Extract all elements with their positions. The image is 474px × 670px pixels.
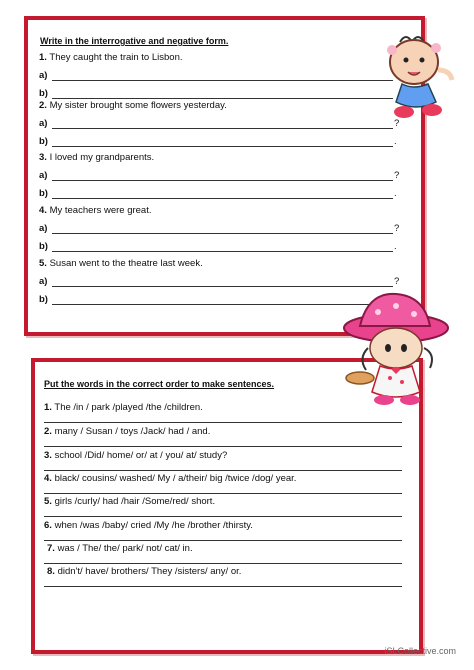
question-text: black/ cousins/ washed/ My / a/their/ big /twice /dog/ year.	[54, 473, 297, 484]
section2-question	[44, 520, 253, 532]
question-number: 8.	[47, 566, 55, 577]
cartoon-girl-illustration	[380, 30, 460, 122]
answer-line-b[interactable]	[52, 198, 393, 199]
answer-line[interactable]	[44, 563, 402, 564]
answer-line[interactable]	[44, 446, 402, 447]
exercise-panel-1	[24, 16, 425, 336]
question-number: 2.	[44, 426, 52, 437]
section1-question	[39, 258, 203, 270]
question-text: My teachers were great.	[49, 205, 152, 216]
section2-question	[47, 566, 241, 578]
answer-line-b[interactable]	[52, 98, 393, 99]
question-text: girls /curly/ had /hair /Some/red/ short.	[54, 496, 216, 507]
answer-end-punctuation: .	[394, 136, 397, 147]
answer-line-a[interactable]	[52, 286, 393, 287]
answer-line[interactable]	[44, 540, 402, 541]
answer-label-b: b)	[39, 136, 48, 147]
answer-line-a[interactable]	[52, 128, 393, 129]
answer-label-a: a)	[39, 223, 48, 234]
question-number: 4.	[44, 473, 52, 484]
question-number: 3.	[39, 152, 47, 163]
answer-line[interactable]	[44, 516, 402, 517]
answer-end-punctuation: ?	[394, 170, 400, 181]
answer-line-b[interactable]	[52, 251, 393, 252]
question-text: many / Susan / toys /Jack/ had / and.	[54, 426, 211, 437]
question-number: 4.	[39, 205, 47, 216]
answer-label-a: a)	[39, 170, 48, 181]
section2-question	[44, 426, 210, 438]
question-number: 1.	[44, 402, 52, 413]
answer-line-a[interactable]	[52, 180, 393, 181]
answer-line-b[interactable]	[52, 146, 393, 147]
question-text: when /was /baby/ cried /My /he /brother /thirsty.	[54, 520, 253, 531]
question-text: was / The/ the/ park/ not/ cat/ in.	[57, 543, 193, 554]
question-text: The /in / park /played /the /children.	[54, 402, 203, 413]
section2-question	[44, 402, 203, 414]
section2-title: Put the words in the correct order to make sentences.	[44, 379, 275, 389]
question-text: Susan went to the theatre last week.	[49, 258, 203, 269]
section1-question	[39, 205, 151, 217]
footer-credit: iSLCollective.com	[384, 646, 456, 656]
section1-question	[39, 152, 154, 164]
question-number: 5.	[39, 258, 47, 269]
answer-label-b: b)	[39, 188, 48, 199]
answer-line-a[interactable]	[52, 233, 393, 234]
section1-question	[39, 52, 183, 64]
answer-end-punctuation: ?	[394, 223, 400, 234]
section1-title: Write in the interrogative and negative form.	[40, 36, 229, 46]
answer-label-a: a)	[39, 276, 48, 287]
question-number: 5.	[44, 496, 52, 507]
answer-end-punctuation: ?	[394, 276, 400, 287]
section2-question	[44, 473, 296, 485]
answer-end-punctuation: .	[394, 241, 397, 252]
answer-line[interactable]	[44, 422, 402, 423]
answer-line-a[interactable]	[52, 80, 393, 81]
question-number: 3.	[44, 450, 52, 461]
question-number: 7.	[47, 543, 55, 554]
question-text: didn't/ have/ brothers/ They /sisters/ any/ or.	[57, 566, 242, 577]
answer-end-punctuation: ?	[394, 118, 400, 129]
answer-label-a: a)	[39, 118, 48, 129]
question-number: 2.	[39, 100, 47, 111]
question-number: 6.	[44, 520, 52, 531]
answer-line[interactable]	[44, 493, 402, 494]
answer-label-b: b)	[39, 241, 48, 252]
answer-label-b: b)	[39, 88, 48, 99]
question-text: My sister brought some flowers yesterday.	[49, 100, 227, 111]
section2-question	[44, 450, 227, 462]
answer-line[interactable]	[44, 470, 402, 471]
section2-question	[47, 543, 193, 555]
answer-line[interactable]	[44, 586, 402, 587]
answer-label-b: b)	[39, 294, 48, 305]
question-text: school /Did/ home/ or/ at / you/ at/ study?	[54, 450, 228, 461]
question-text: I loved my grandparents.	[49, 152, 155, 163]
section2-question	[44, 496, 215, 508]
answer-end-punctuation: .	[394, 188, 397, 199]
question-text: They caught the train to Lisbon.	[49, 52, 183, 63]
question-number: 1.	[39, 52, 47, 63]
cowgirl-illustration	[338, 290, 466, 408]
answer-label-a: a)	[39, 70, 48, 81]
section1-question	[39, 100, 227, 112]
